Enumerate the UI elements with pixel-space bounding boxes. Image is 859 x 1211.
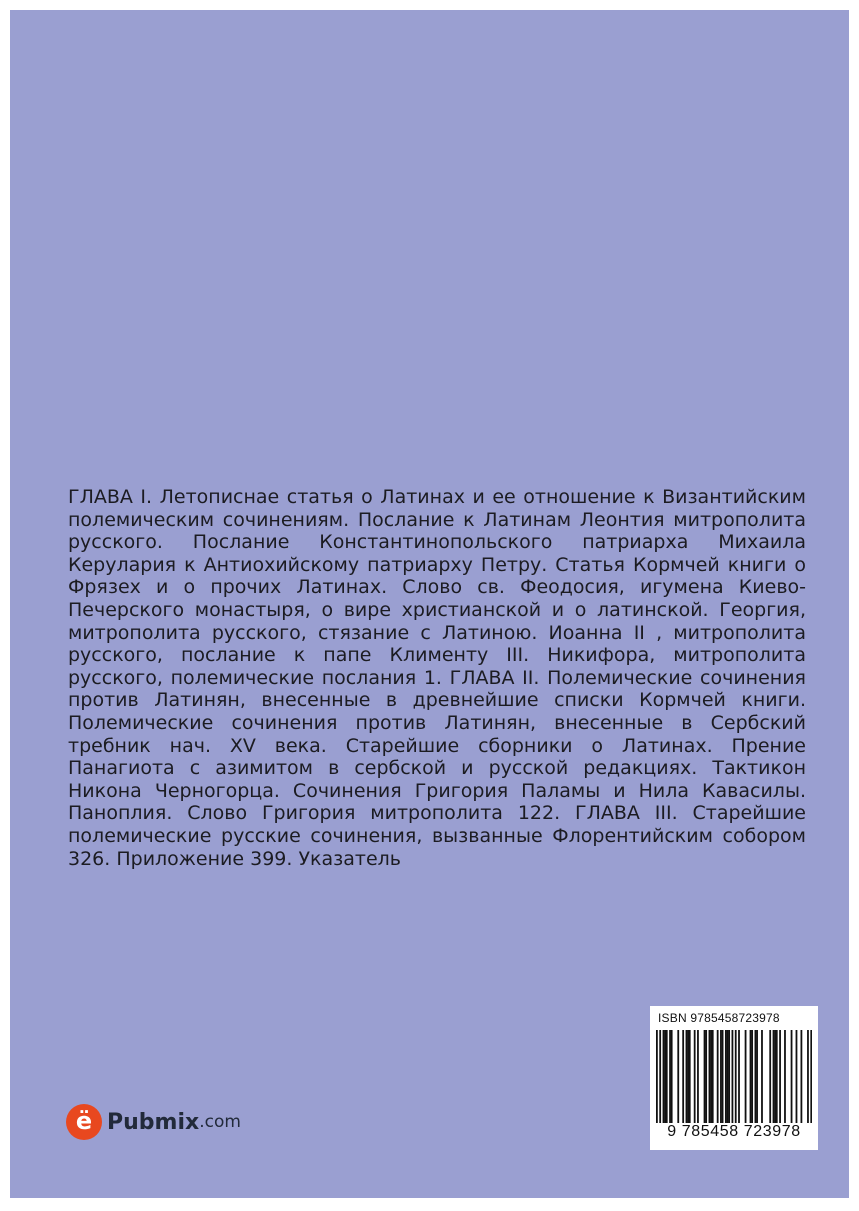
barcode-bar [750, 1030, 752, 1124]
barcode-bar [745, 1030, 747, 1124]
barcode-bar [710, 1030, 712, 1124]
barcode-bar [756, 1030, 758, 1124]
barcode-bar [791, 1030, 793, 1124]
barcode-bar [656, 1030, 658, 1134]
barcode-bar [677, 1030, 679, 1124]
logo-letter: ё [75, 1107, 93, 1135]
barcode-bar [774, 1030, 776, 1124]
barcode-bar [761, 1030, 763, 1124]
barcode-bar [669, 1030, 671, 1124]
isbn-barcode-box [650, 1006, 818, 1150]
barcode-bar [709, 1030, 711, 1124]
barcode-bar [735, 1030, 737, 1134]
barcode-bar [751, 1030, 753, 1124]
barcode-bar [779, 1030, 781, 1124]
barcode-bar [769, 1030, 771, 1124]
barcode-bar [663, 1030, 665, 1124]
barcode-bar [697, 1030, 699, 1124]
barcode-bar [689, 1030, 691, 1124]
barcode-bar [659, 1030, 661, 1134]
pubmix-logo-icon [66, 1104, 102, 1140]
barcode-bar [728, 1030, 730, 1124]
barcode-bar [717, 1030, 719, 1124]
publisher-tld: .com [199, 1112, 241, 1132]
barcode-bar [732, 1030, 734, 1134]
publisher-logo [66, 1104, 241, 1140]
barcode-bar [725, 1030, 727, 1124]
barcode-bar [776, 1030, 778, 1124]
barcode-bar [671, 1030, 673, 1124]
barcode-icon [656, 1030, 812, 1134]
publisher-name: Pubmix [107, 1109, 200, 1135]
barcode-bar [722, 1030, 724, 1124]
barcode-bar [694, 1030, 696, 1124]
barcode-bar [810, 1030, 812, 1134]
barcode-bar [682, 1030, 684, 1124]
contents-blurb: ГЛАВА I. Летописнае статья о Латинах и ее отношение к Византийским полемическим сочинениям. Послание к Латинам Леонтия митрополита русского. Послание Константинопольского патриарха Михаила Керулария к Антиохийскому патриарху Петру. Статья Кормчей книги о Фрязех и о прочих Латинах. Слово св. Феодосия, игумена Киево-Печерского монастыря, о вире христианской и о латинской. Георгия, митрополита русского, стязание с Латиною. Иоанна II , митрополита русского, послание к папе Клименту III. Никифора, митрополита русского, полемические послания 1. ГЛАВА II. Полемические сочинения против Латинян, внесенные в древнейшие списки Кормчей книги. Полемические сочинения против Латинян, внесенные в Сербский требник нач. XV века. Старейшие сборники о Латинах. Прение Панагиота с азимитом в сербской и русской редакциях. Тактикон Никона Черногорца. Сочинения Григория Паламы и Нила Кавасилы. Паноплия. Слово Григория митрополита 122. ГЛАВА III. Старейшие полемические русские сочинения, вызванные Флорентийским собором 326. Приложение 399. Указатель [68, 486, 806, 870]
barcode-bar [664, 1030, 666, 1124]
back-cover [10, 10, 849, 1198]
barcode-bar [687, 1030, 689, 1124]
barcode-bar [801, 1030, 803, 1124]
barcode-bar [704, 1030, 706, 1124]
barcode-bar [773, 1030, 775, 1124]
barcode-bar [666, 1030, 668, 1124]
barcode-bar [712, 1030, 714, 1124]
isbn-digits: 9 785458 723978 [656, 1123, 812, 1141]
barcode-bar [720, 1030, 722, 1124]
barcode-bar [705, 1030, 707, 1124]
barcode-bar [727, 1030, 729, 1124]
barcode-bar [686, 1030, 688, 1124]
isbn-label: ISBN 9785458723978 [658, 1011, 780, 1025]
barcode-bar [796, 1030, 798, 1124]
barcode-bar [784, 1030, 786, 1124]
barcode-bar [755, 1030, 757, 1124]
barcode-bar [738, 1030, 740, 1124]
barcode-bar [807, 1030, 809, 1134]
